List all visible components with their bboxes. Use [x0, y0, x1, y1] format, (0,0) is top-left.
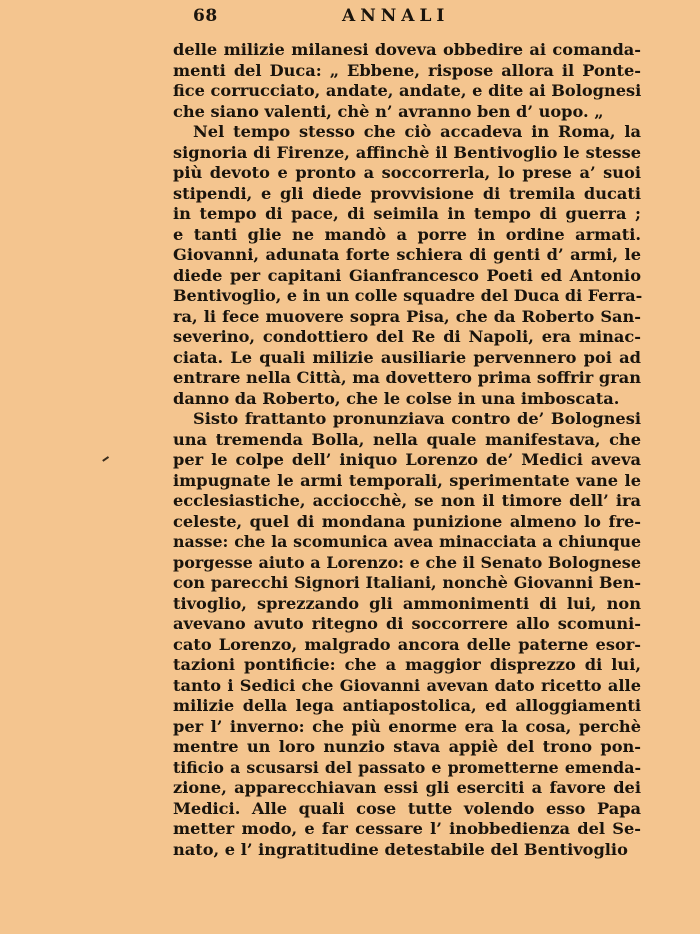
text-line: milizie della lega antiapostolica, ed alloggiamenti: [173, 696, 641, 715]
text-line: per le colpe dell’ iniquo Lorenzo de’ Medici aveva: [173, 450, 641, 469]
page-number: 68: [193, 6, 218, 26]
text-line: e tanti glie ne mandò a porre in ordine armati.: [173, 224, 641, 244]
text-line: per l’ inverno: che più enorme era la cosa, perchè: [173, 716, 641, 736]
text-line: Medici. Alle quali cose tutte volendo esso Papa: [173, 798, 641, 818]
text-line: Bentivoglio, e in un colle squadre del Duca di Ferra-: [173, 286, 643, 305]
text-line: tanto i Sedici che Giovanni avevan dato ricetto alle: [173, 675, 641, 695]
text-line: nasse: che la scomunica avea minacciata a chiunque: [173, 532, 641, 551]
text-line: con parecchi Signori Italiani, nonchè Giovanni Ben-: [173, 573, 641, 592]
text-line: severino, condottiero del Re di Napoli, era minac-: [173, 327, 641, 346]
text-line: tivoglio, sprezzando gli ammonimenti di lui, non: [173, 593, 641, 613]
text-line: fice corrucciato, andate, andate, e dite ai Bolognesi: [173, 81, 642, 100]
text-line: entrare nella Città, ma dovettero prima soffrir gran: [173, 368, 641, 387]
page-header: [0, 6, 700, 28]
text-line: zione, apparecchiavan essi gli eserciti a favore dei: [173, 778, 641, 797]
running-title: ANNALI: [342, 6, 450, 26]
text-line: diede per capitani Gianfrancesco Poeti ed Antonio: [173, 265, 641, 285]
text-line: nato, e l’ ingratitudine detestabile del Bentivoglio: [173, 839, 628, 859]
text-line: celeste, quel di mondana punizione almeno lo fre-: [173, 511, 641, 531]
text-line: ciata. Le quali milizie ausiliarie pervennero poi ad: [173, 347, 641, 367]
paragraph-first-line: Nel tempo stesso che ciò accadeva in Roma, la: [193, 122, 641, 141]
text-line: tazioni pontificie: che a maggior disprezzo di lui,: [173, 655, 641, 674]
text-line: che siano valenti, chè n’ avranno ben d’ uopo. „: [173, 101, 604, 121]
body-text: [173, 40, 641, 860]
text-line: mentre un loro nunzio stava appiè del trono pon-: [173, 737, 641, 756]
text-line: metter modo, e far cessare l’ inobbedienza del Se-: [173, 819, 641, 838]
text-line: avevano avuto ritegno di soccorrere allo scomuni-: [173, 614, 641, 633]
text-line: una tremenda Bolla, nella quale manifestava, che: [173, 429, 641, 449]
text-line: in tempo di pace, di seimila in tempo di guerra ;: [173, 204, 641, 223]
text-line: ecclesiastiche, acciocchè, se non il timore dell’ ira: [173, 491, 641, 510]
text-line: danno da Roberto, che le colse in una imboscata.: [173, 388, 620, 408]
text-line: stipendi, e gli diede provvisione di tremila ducati: [173, 183, 641, 203]
text-line: ra, li fece muovere sopra Pisa, che da Roberto San-: [173, 306, 641, 326]
text-line: cato Lorenzo, malgrado ancora delle paterne esor-: [173, 634, 641, 654]
text-line: delle milizie milanesi doveva obbedire ai comanda-: [173, 40, 641, 59]
text-line: più devoto e pronto a soccorrerla, lo prese a’ suoi: [173, 163, 641, 182]
text-line: menti del Duca: „ Ebbene, rispose allora il Ponte-: [173, 60, 641, 80]
text-line: porgesse aiuto a Lorenzo: e che il Senato Bolognese: [173, 552, 641, 572]
paragraph-first-line: Sisto frattanto pronunziava contro de’ Bolognesi: [193, 409, 641, 428]
text-line: Giovanni, adunata forte schiera di genti d’ armi, le: [173, 245, 641, 264]
margin-mark: [102, 456, 109, 461]
text-line: tificio a scusarsi del passato e prometterne emenda-: [173, 757, 641, 777]
text-line: impugnate le armi temporali, sperimentate vane le: [173, 470, 641, 490]
text-line: signoria di Firenze, affinchè il Bentivoglio le stesse: [173, 142, 641, 162]
